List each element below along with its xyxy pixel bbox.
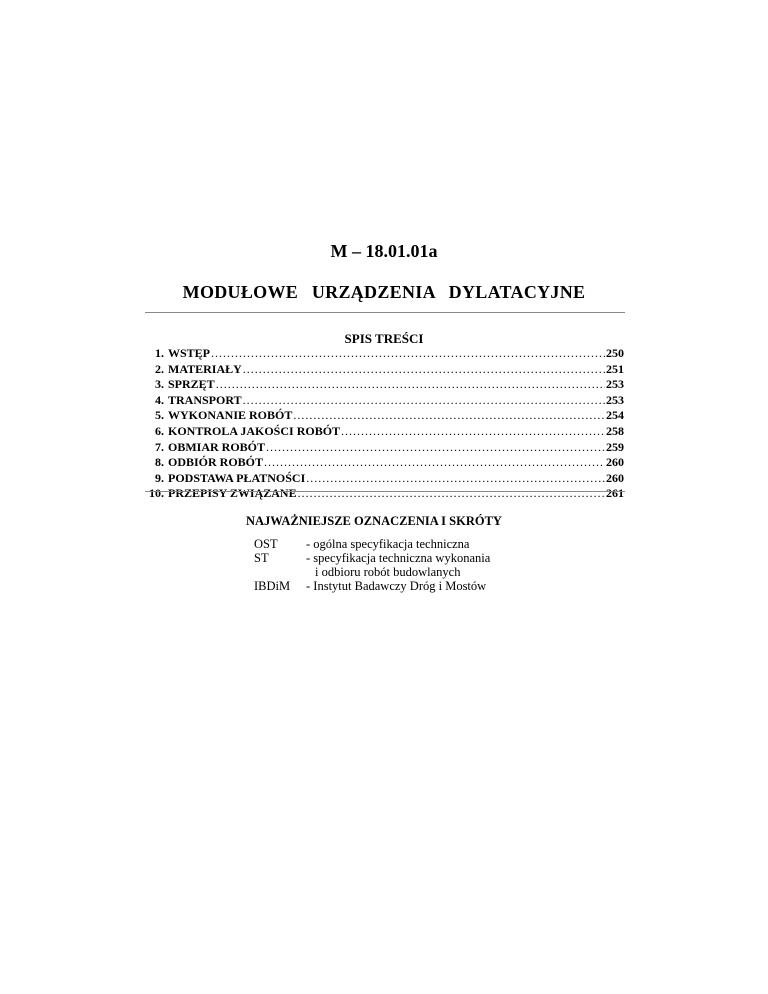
toc-item-3[interactable] [140, 377, 624, 393]
toc-label: WSTĘP [168, 346, 211, 360]
toc-number: 2. [155, 361, 164, 376]
toc-page: 253 [606, 392, 624, 407]
toc-label: PODSTAWA PŁATNOŚCI [168, 470, 306, 485]
abbreviation-row [254, 565, 490, 579]
toc-page: 261 [606, 486, 624, 501]
toc-item-6[interactable] [140, 424, 624, 440]
toc-label: KONTROLA JAKOŚCI ROBÓT [168, 423, 341, 438]
toc-leader [293, 408, 605, 424]
toc-page: 250 [606, 346, 624, 360]
toc-item-8[interactable] [140, 455, 624, 471]
abbreviation-row [254, 579, 490, 593]
toc-leader [306, 471, 605, 487]
toc-number: 1. [155, 346, 164, 360]
toc-leader [264, 455, 605, 471]
toc-heading: SPIS TREŚCI [344, 331, 424, 346]
toc-label: ODBIÓR ROBÓT [168, 455, 264, 470]
toc-item-5[interactable] [140, 408, 624, 424]
abbreviation-key: ST [254, 551, 269, 565]
toc-label: TRANSPORT [168, 392, 242, 407]
toc-leader [243, 393, 605, 409]
toc-leader [211, 346, 605, 362]
toc-number: 10. [149, 486, 164, 501]
toc-label: PRZEPISY ZWIĄZANE [168, 486, 297, 501]
toc-page: 258 [606, 423, 624, 438]
abbreviation-definition: - Instytut Badawczy Dróg i Mostów [306, 579, 487, 593]
abbreviation-definition-continued: i odbioru robót budowlanych [315, 565, 461, 579]
abbreviation-definition: - ogólna specyfikacja techniczna [306, 537, 470, 551]
toc-item-7[interactable] [140, 440, 624, 456]
abbreviation-key: IBDiM [254, 579, 291, 593]
toc-page: 253 [606, 377, 624, 392]
toc-number: 7. [155, 439, 164, 454]
abbreviations-heading: NAJWAŻNIEJSZE OZNACZENIA I SKRÓTY [246, 514, 502, 528]
toc-label: MATERIAŁY [168, 361, 242, 376]
toc-page: 259 [606, 439, 624, 454]
toc-label: SPRZĘT [168, 377, 215, 392]
toc-leader [243, 362, 605, 378]
abbreviation-definition: - specyfikacja techniczna wykonania [306, 551, 491, 565]
toc-number: 9. [155, 470, 164, 485]
toc-label: WYKONANIE ROBÓT [168, 408, 293, 423]
toc-number: 6. [155, 423, 164, 438]
abbreviation-row [254, 537, 490, 551]
toc-leader [298, 486, 605, 502]
document-title: MODUŁOWE URZĄDZENIA DYLATACYJNE [182, 282, 586, 302]
toc-page: 251 [606, 361, 624, 376]
toc-label: OBMIAR ROBÓT [168, 439, 266, 454]
abbreviations-list [254, 537, 490, 593]
bottom-divider [145, 491, 625, 492]
table-of-contents [140, 346, 624, 502]
toc-number: 8. [155, 455, 164, 470]
top-divider [145, 312, 625, 313]
abbreviation-row [254, 551, 490, 565]
abbreviation-key: OST [254, 537, 278, 551]
toc-item-10[interactable] [140, 486, 624, 502]
toc-page: 260 [606, 455, 624, 470]
toc-number: 3. [155, 377, 164, 392]
toc-page: 254 [606, 408, 624, 423]
toc-item-9[interactable] [140, 471, 624, 487]
toc-page: 260 [606, 470, 624, 485]
toc-number: 5. [155, 408, 164, 423]
toc-item-2[interactable] [140, 362, 624, 378]
toc-leader [216, 377, 605, 393]
toc-number: 4. [155, 392, 164, 407]
document-code: M – 18.01.01a [330, 241, 438, 261]
abbreviation-key [254, 565, 306, 579]
toc-item-4[interactable] [140, 393, 624, 409]
toc-leader [266, 440, 605, 456]
toc-item-1[interactable] [140, 346, 624, 362]
toc-leader [341, 424, 605, 440]
